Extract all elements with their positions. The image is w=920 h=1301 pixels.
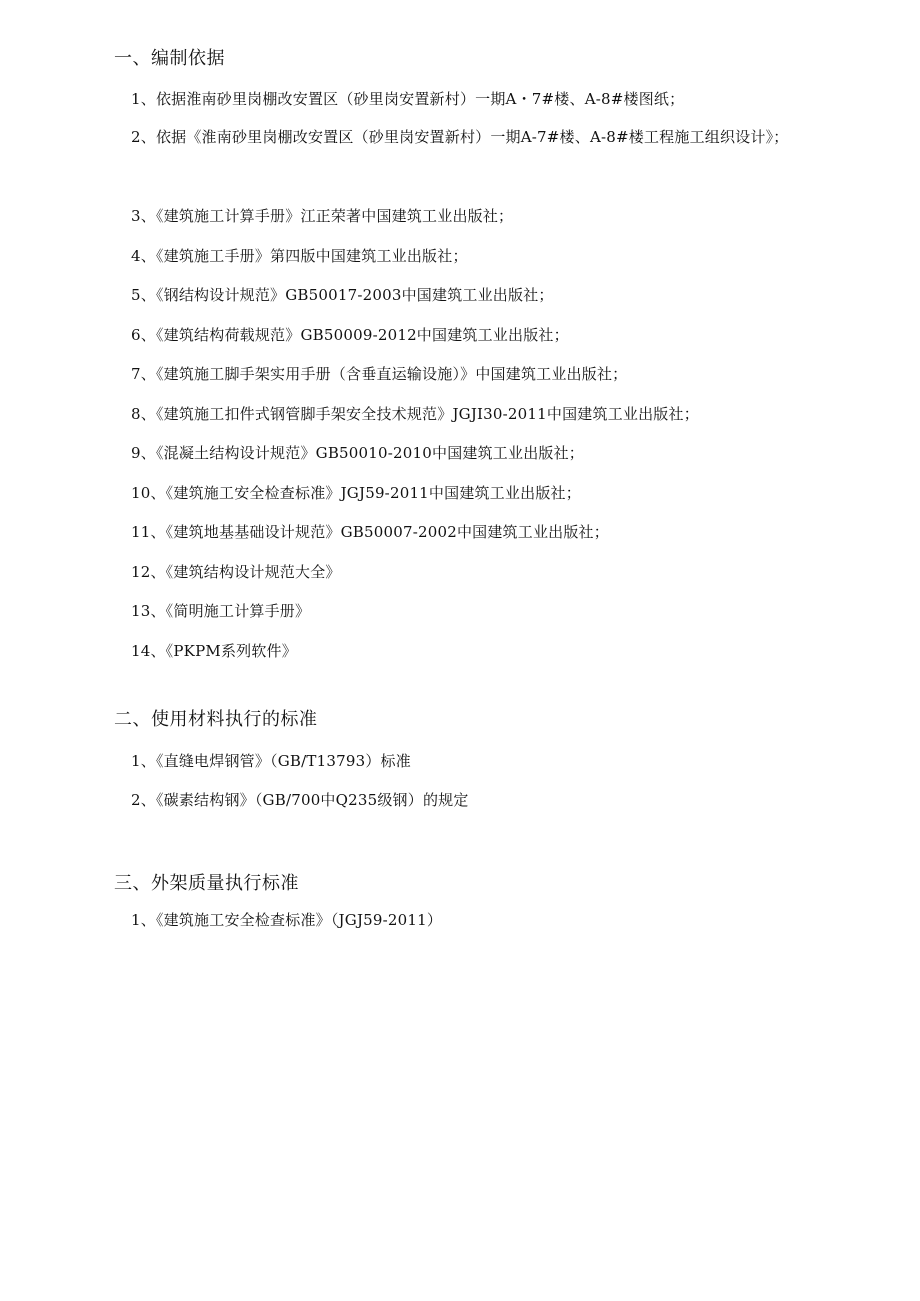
section-heading-quality: 三、外架质量执行标准 (114, 873, 299, 894)
basis-item-1: 1、依据淮南砂里岗棚改安置区（砂里岗安置新村）一期A・7#楼、A-8#楼图纸； (131, 90, 685, 108)
section-heading-materials: 二、使用材料执行的标准 (114, 709, 318, 730)
basis-item-2: 2、依据《淮南砂里岗棚改安置区（砂里岗安置新村）一期A-7#楼、A-8#楼工程施工组织设计》； (131, 128, 789, 146)
materials-item-2: 2、《碳素结构钢》（GB/700中Q235级钢）的规定 (131, 791, 469, 809)
basis-item-6: 6、《建筑结构荷载规范》GB50009-2012中国建筑工业出版社； (131, 326, 569, 344)
basis-item-11: 11、《建筑地基基础设计规范》GB50007-2002中国建筑工业出版社； (131, 523, 609, 541)
basis-item-4: 4、《建筑施工手册》第四版中国建筑工业出版社； (131, 247, 468, 265)
basis-item-9: 9、《混凝土结构设计规范》GB50010-2010中国建筑工业出版社； (131, 444, 585, 462)
section-heading-basis: 一、编制依据 (114, 48, 225, 69)
basis-item-12: 12、《建筑结构设计规范大全》 (131, 563, 341, 581)
basis-item-3: 3、《建筑施工计算手册》江正荣著中国建筑工业出版社； (131, 207, 514, 225)
basis-item-8: 8、《建筑施工扣件式钢管脚手架安全技术规范》JGJI30-2011中国建筑工业出版社； (131, 405, 699, 423)
basis-item-10: 10、《建筑施工安全检查标准》JGJ59-2011中国建筑工业出版社； (131, 484, 581, 502)
basis-item-13: 13、《简明施工计算手册》 (131, 602, 311, 620)
materials-item-1: 1、《直缝电焊钢管》（GB/T13793）标准 (131, 752, 411, 770)
quality-item-1: 1、《建筑施工安全检查标准》（JGJ59-2011） (131, 911, 443, 929)
basis-item-7: 7、《建筑施工脚手架实用手册（含垂直运输设施）》中国建筑工业出版社； (131, 365, 628, 383)
basis-item-14: 14、《PKPM系列软件》 (131, 642, 297, 660)
basis-item-5: 5、《钢结构设计规范》GB50017-2003中国建筑工业出版社； (131, 286, 554, 304)
